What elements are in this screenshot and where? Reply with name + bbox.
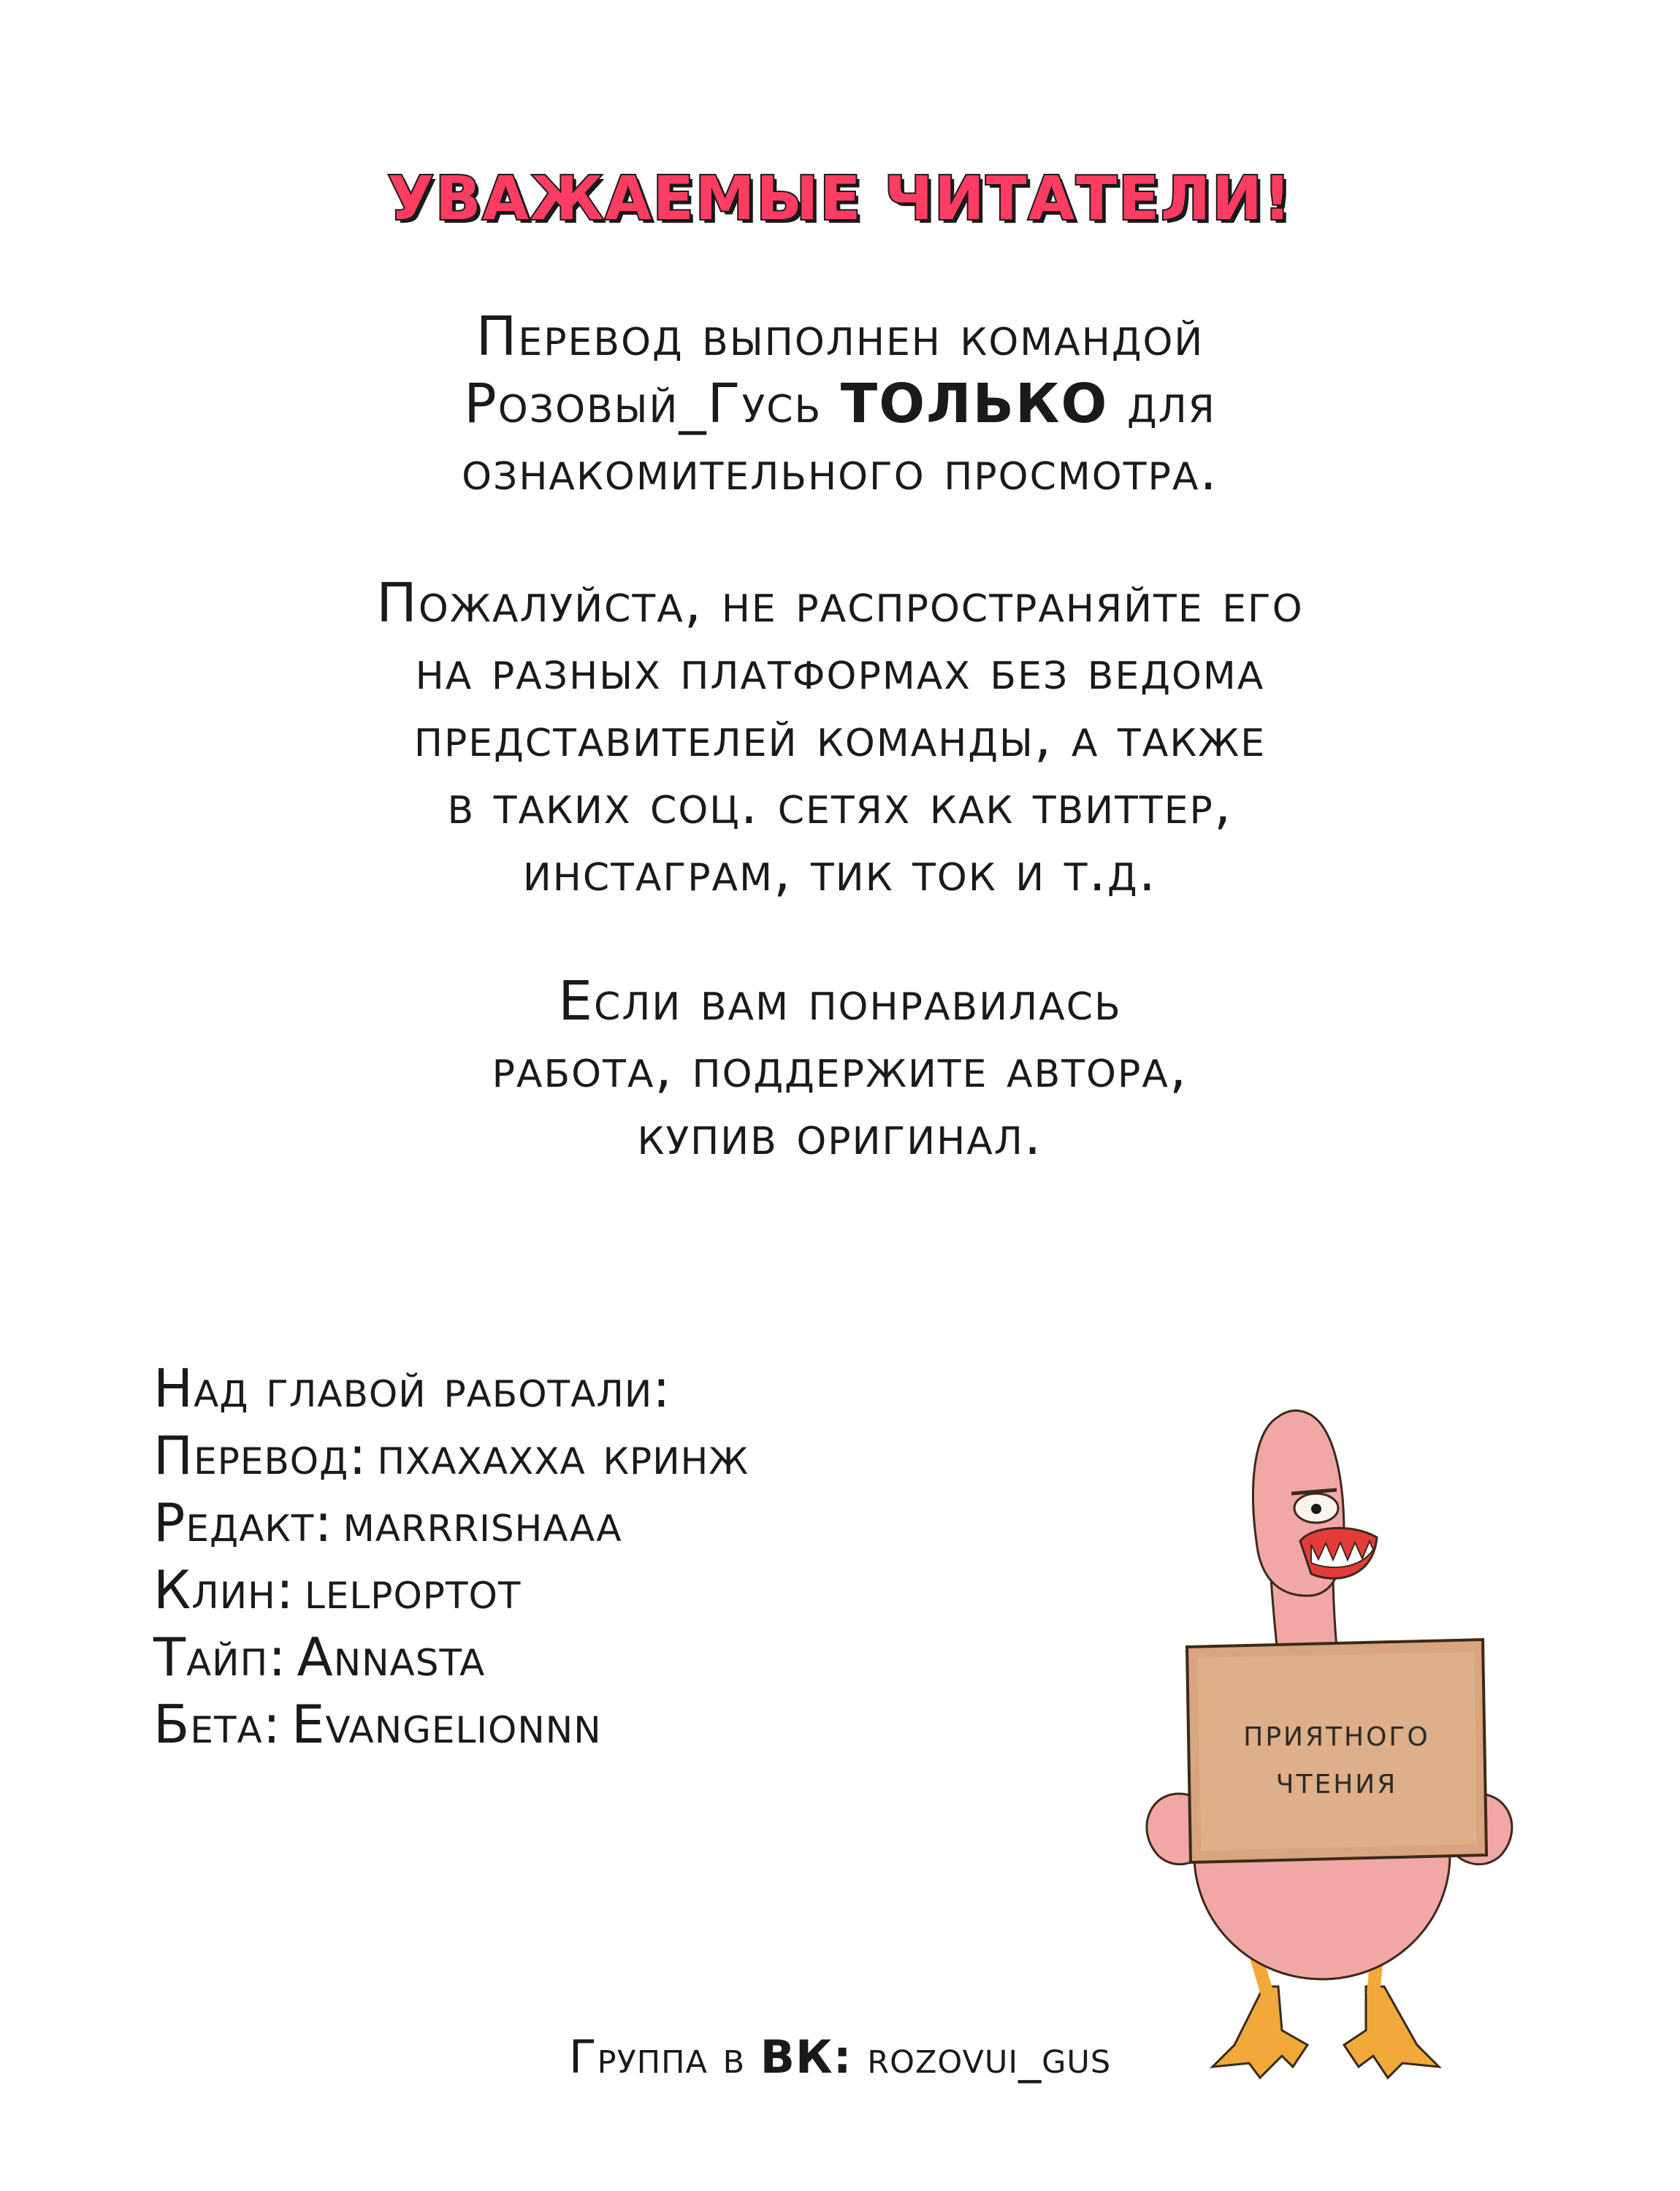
notice-line — [0, 370, 1680, 437]
footer-handle[interactable]: rozovui_gus — [867, 2030, 1112, 2084]
page-title: УВАЖАЕМЫЕ ЧИТАТЕЛИ! — [387, 164, 1293, 234]
sign-line-1: приятного — [1243, 1711, 1430, 1755]
credit-label: Перевод: — [153, 1425, 367, 1486]
notice-team: Розовый_Гусь — [464, 372, 841, 435]
translation-notice — [0, 303, 1680, 505]
request-line: на разных платформах без ведома — [415, 639, 1265, 702]
credit-editing — [153, 1489, 749, 1556]
footer-vk: ВК: — [760, 2030, 852, 2084]
support-line: работа, поддержите автора, — [492, 1037, 1188, 1100]
credit-value: Annasta — [297, 1626, 486, 1688]
request-line: инстаграм, тик ток и т.д. — [522, 841, 1158, 903]
goose-head — [1253, 1410, 1377, 1596]
credit-value: lelpoptot — [304, 1559, 522, 1621]
credit-label: Редакт: — [153, 1492, 333, 1553]
notice-line: ознакомительного просмотра. — [462, 440, 1218, 502]
notice-line: Перевод выполнен командой — [476, 305, 1204, 368]
credit-label: Клин: — [153, 1559, 294, 1621]
goose-illustration — [1125, 1388, 1534, 2089]
credit-translation — [153, 1422, 749, 1489]
notice-emphasis: ТОЛЬКО — [840, 372, 1109, 435]
support-author — [0, 968, 1680, 1169]
support-line: Если вам понравилась — [558, 970, 1122, 1033]
credits-heading: Над главой работали: — [153, 1358, 671, 1419]
footer-prefix: Группа в — [568, 2030, 760, 2084]
vk-group-footer — [0, 2030, 1680, 2084]
request-line: представителей команды, а также — [413, 706, 1267, 769]
support-line: купив оригинал. — [637, 1104, 1043, 1167]
request-line: в таких соц. сетях как твиттер, — [447, 773, 1233, 836]
distribution-request — [0, 570, 1680, 906]
credit-label: Тайп: — [153, 1626, 287, 1688]
credit-value: Evangelionnn — [291, 1694, 602, 1755]
request-line: Пожалуйста, не распространяйте его — [376, 572, 1304, 635]
credit-value: marrrishaaa — [343, 1492, 622, 1553]
credit-cleaning — [153, 1556, 749, 1624]
credit-value: пхахахха кринж — [377, 1425, 749, 1486]
credit-label: Бета: — [153, 1694, 281, 1755]
credits-block — [153, 1355, 749, 1758]
sign-line-2: чтения — [1275, 1759, 1398, 1802]
credit-typesetting — [153, 1624, 749, 1691]
credit-beta — [153, 1691, 749, 1758]
notice-for: для — [1108, 372, 1216, 435]
greeting-sign — [1187, 1640, 1486, 1862]
